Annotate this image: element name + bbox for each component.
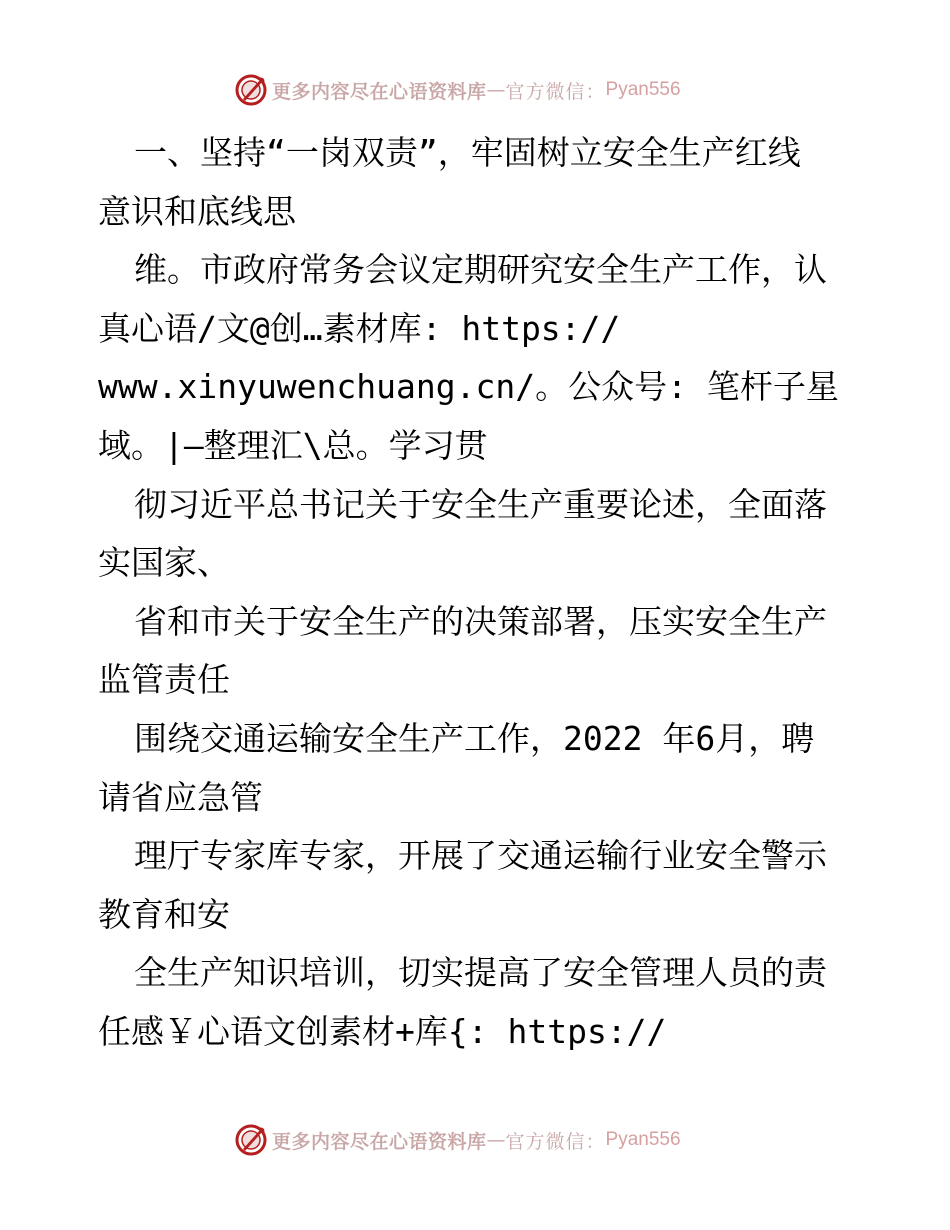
body-line: 一、坚持“一岗双责”，牢固树立安全生产红线 xyxy=(134,133,801,172)
body-line: 彻习近平总书记关于安全生产重要论述，全面落 xyxy=(134,484,827,524)
body-line: 域。|—整理汇\总。学习贯 xyxy=(98,425,488,465)
banner-wechat-label: 官方微信： xyxy=(505,80,606,103)
body-line: 教育和安 xyxy=(98,894,230,934)
banner-main-text: 更多内容尽在心语资料库 xyxy=(272,1130,487,1153)
body-line: 请省应急管 xyxy=(98,777,263,817)
red-quill-seal-icon xyxy=(234,1123,268,1157)
body-line: 监管责任 xyxy=(98,660,230,700)
body-line: 理厅专家库专家，开展了交通运输行业安全警示 xyxy=(134,836,827,876)
body-line: 全生产知识培训，切实提高了安全管理人员的责 xyxy=(134,953,827,993)
banner-wechat-id: Pyan556 xyxy=(605,79,681,100)
banner-main-text: 更多内容尽在心语资料库 xyxy=(272,80,487,103)
body-line: 真心语/文@创…素材库: https:// xyxy=(98,308,621,348)
banner-dash: — xyxy=(486,79,506,101)
banner-wechat-label: 官方微信： xyxy=(505,1130,606,1153)
body-line: 省和市关于安全生产的决策部署，压实安全生产 xyxy=(134,601,827,641)
body-line: 任感￥心语文创素材+库{: https:// xyxy=(98,1011,667,1051)
body-line: 围绕交通运输安全生产工作，2022 年6月，聘 xyxy=(134,718,815,758)
document-body xyxy=(98,124,868,1062)
footer-banner xyxy=(234,1122,714,1158)
header-banner xyxy=(234,72,714,108)
body-line: 意识和底线思 xyxy=(98,191,296,231)
body-line: 实国家、 xyxy=(98,543,230,583)
body-line: www.xinyuwenchuang.cn/。公众号: 笔杆子星 xyxy=(98,367,839,407)
banner-wechat-id: Pyan556 xyxy=(605,1129,681,1150)
body-line: 维。市政府常务会议定期研究安全生产工作，认 xyxy=(134,250,827,290)
red-quill-seal-icon xyxy=(234,73,268,107)
banner-dash: — xyxy=(486,1129,506,1151)
